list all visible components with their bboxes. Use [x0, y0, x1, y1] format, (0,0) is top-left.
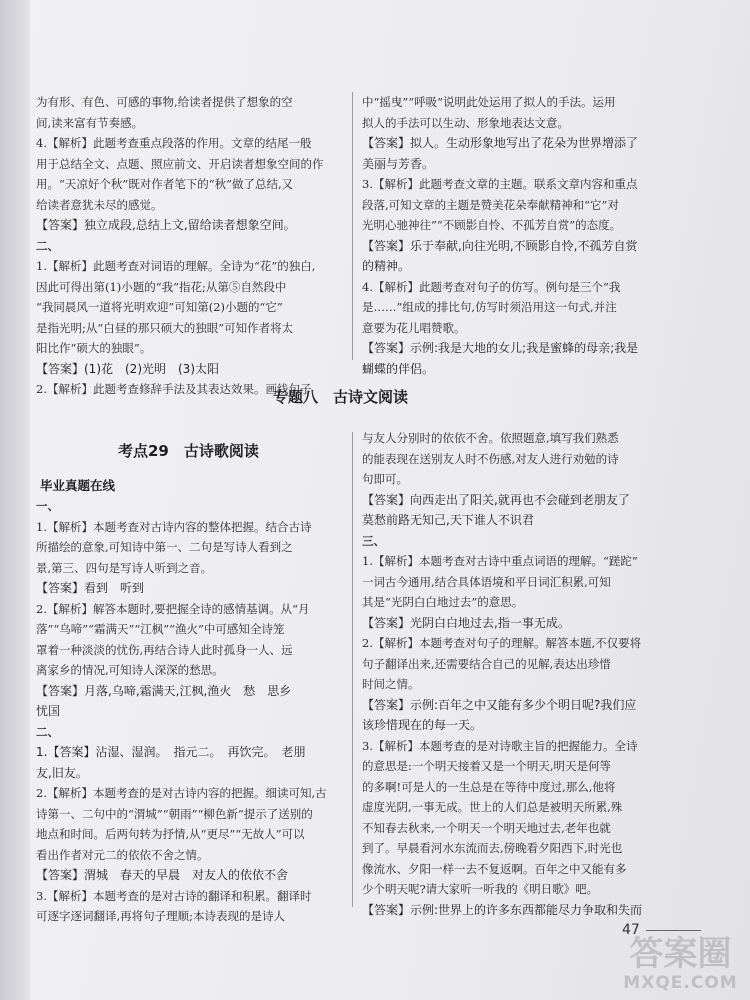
text-line: 时间之情。: [362, 677, 420, 691]
text-line: 句即可。: [362, 472, 408, 486]
text-line: 一词古今通用,结合具体语境和平日词汇积累,可知: [362, 574, 611, 589]
answer-line: 【答案】示例:世界上的许多东西都能尽力争取和失而: [362, 902, 643, 917]
text-line: 1.【解析】本题考查对古诗内容的整体把握。结合古诗: [36, 519, 312, 534]
text-line: 的意思是:一个明天接着又是一个明天,明天是何等: [362, 759, 612, 773]
text-line: 2.【解析】本题考查对句子的理解。解答本题,不仅要将: [362, 636, 642, 650]
text-line: 是……”组成的排比句,仿写时须沿用这一句式,并注: [362, 300, 617, 314]
text-line: 段落,可知文章的主题是赞美花朵奉献精神和“它”对: [362, 197, 619, 212]
text-line: 虚度光阴,一事无成。世上的人们总是被明天所累,殊: [362, 800, 623, 814]
answer-line: 1.【答案】沾湿、湿润。 指元二。 再饮完。 老朋: [36, 745, 306, 759]
text-line: 像流水、夕阳一样一去不复返啊。百年之中又能有多: [362, 861, 627, 876]
page-binding: [0, 0, 30, 1000]
sub-heading: 毕业真题在线: [40, 478, 116, 493]
text-line: 给读者意犹未尽的感觉。: [36, 197, 163, 212]
watermark-logo-text: 答案圈: [629, 934, 732, 974]
text-line: 1.【解析】本题考查对古诗中重点词语的理解。“蹉跎”: [362, 554, 638, 568]
text-line: 可逐字逐词翻译,再将句子理顺;本诗表现的是诗人: [36, 909, 286, 923]
text-line: 景,第三、四句是写诗人听到之音。: [36, 560, 213, 575]
part-marker: 二、: [36, 238, 59, 253]
text-line: 地点和时间。后两句转为抒情,从“更尽”“无故人”可以: [36, 827, 305, 841]
text-line: 看出作者对元二的依依不舍之情。: [36, 847, 209, 862]
text-line: 其是“光阴白白地过去”的意思。: [362, 595, 524, 609]
site-watermark: [618, 935, 743, 997]
text-line: 诗第一、二句中的“渭城”“朝雨”“柳色新”提示了送别的: [36, 806, 313, 821]
text-line: 用于总结全文、点题、照应前文、开启读者想象空间的作: [36, 156, 324, 171]
text-line: 拟人的手法可以生动、形象地表达文意。: [362, 115, 569, 130]
text-line: 的能表现在送别友人时不伤感,对友人进行劝勉的诗: [362, 451, 619, 466]
answer-line: 【答案】示例:我是大地的女儿;我是蜜蜂的母亲;我是: [362, 341, 639, 355]
page-number: 47: [622, 922, 640, 938]
top-right-column: [362, 92, 672, 379]
text-line: 罩着一种淡淡的忧伤,再结合诗人此时孤身一人、远: [36, 642, 293, 657]
answer-line: 的精神。: [362, 259, 411, 273]
answer-line: 该珍惜现在的每一天。: [362, 718, 483, 732]
answer-line: 莫愁前路无知己,天下谁人不识君: [362, 513, 534, 527]
bottom-right-column: [362, 428, 672, 920]
text-line: 光明心驰神往”“不顾影自怜、不孤芳自赏”的态度。: [362, 218, 622, 232]
answer-line: 【答案】拟人。生动形象地写出了花朵为世界增添了: [362, 136, 639, 150]
text-line: 不知春去秋来,一个明天一个明天地过去,老年也就: [362, 820, 611, 835]
text-line: 是指光明;从“白昼的那只硕大的独眼”可知作者将太: [36, 320, 294, 335]
watermark-url: MXQE.COM: [623, 973, 738, 993]
page-number-rule: [646, 930, 701, 931]
column-divider-bottom: [352, 432, 353, 907]
text-line: 2.【解析】此题考查修辞手法及其表达效果。画线句子: [36, 382, 312, 396]
answer-line: 【答案】乐于奉献,向往光明,不顾影自怜,不孤芳自赏: [362, 238, 638, 253]
text-line: 4.【解析】此题考查对句子的仿写。例句是三个“我: [362, 279, 621, 294]
text-line: 阳比作“硕大的独眼”。: [36, 341, 152, 355]
text-line: 所描绘的意象,可知诗中第一、二句是写诗人看到之: [36, 540, 293, 554]
text-line: 3.【解析】本题考查的是对古诗的翻译和积累。翻译时: [36, 888, 312, 903]
answer-line: 【答案】示例:百年之中又能有多少个明日呢?我们应: [362, 697, 637, 712]
text-line: 2.【解析】解答本题时,要把握全诗的感情基调。从“月: [36, 601, 310, 616]
text-line: 1.【解析】此题考查对词语的理解。全诗为“花”的独白,: [36, 259, 316, 273]
answer-line: 【答案】(1)花 (2)光明 (3)太阳: [36, 361, 219, 376]
text-line: 用。“天凉好个秋”既对作者笔下的“秋”做了总结,又: [36, 177, 294, 191]
answer-line: 【答案】向西走出了阳关,就再也不会碰到老朋友了: [362, 492, 630, 507]
answer-line: 友,旧友。: [36, 765, 88, 780]
section-title: 专题八 古诗文阅读: [273, 388, 409, 406]
text-line: 与友人分别时的依依不舍。依照题意,填写我们熟悉: [362, 431, 619, 445]
answer-line: 【答案】光阴白白地过去,指一事无成。: [362, 615, 570, 630]
text-line: 离家乡的情况,可知诗人深深的愁思。: [36, 663, 224, 677]
text-line: “我同晨风一道将光明欢迎”可知第(2)小题的“它”: [36, 300, 283, 314]
text-line: 少个明天呢?请大家听一听我的《明日歌》吧。: [362, 882, 599, 896]
text-line: 4.【解析】此题考查重点段落的作用。文章的结尾一般: [36, 136, 312, 150]
text-line: 句子翻译出来,还需要结合自己的见解,表达出珍惜: [362, 656, 611, 671]
answer-line: 【答案】月落,乌啼,霜满天,江枫,渔火 愁 思乡: [36, 683, 292, 698]
text-line: 3.【解析】本题考查的是对诗歌主旨的把握能力。全诗: [362, 738, 638, 753]
answer-line: 忧国: [36, 704, 61, 718]
part-marker: 三、: [362, 533, 385, 548]
text-line: 的多啊!可是人的一生总是在等待中度过,那么,他将: [362, 779, 616, 794]
bottom-left-column: [36, 496, 341, 927]
topic-title: 考点29 古诗歌阅读: [118, 442, 259, 460]
part-marker: 二、: [36, 724, 59, 739]
answer-line: 美丽与芳香。: [362, 156, 435, 171]
text-line: 2.【解析】本题考查的是对古诗内容的把握。细读可知,古: [36, 786, 327, 800]
answer-line: 【答案】独立成段,总结上文,留给读者想象空间。: [36, 218, 296, 232]
text-line: 中“摇曳”“呼吸”说明此处运用了拟人的手法。运用: [362, 95, 616, 109]
answer-line: 【答案】渭城 春天的早晨 对友人的依依不舍: [36, 868, 289, 882]
text-line: 意要为花儿唱赞歌。: [362, 320, 466, 335]
text-line: 因此可得出第(1)小题的“我”指花;从第⑤自然段中: [36, 279, 287, 294]
column-divider-top: [352, 92, 353, 360]
part-marker: 一、: [36, 499, 59, 513]
text-line: 到了。早晨看河水东流而去,傍晚看夕阳西下,时光也: [362, 841, 623, 855]
text-line: 为有形、有色、可感的事物,给读者提供了想象的空: [36, 95, 293, 109]
answer-line: 蝴蝶的伴侣。: [362, 361, 435, 376]
top-left-column: [36, 92, 341, 400]
text-line: 3.【解析】此题考查文章的主题。联系文章内容和重点: [362, 177, 638, 191]
text-line: 落”“乌啼”“霜满天”“江枫”“渔火”中可感知全诗笼: [36, 622, 285, 636]
text-line: 间,读来富有节奏感。: [36, 115, 144, 130]
answer-line: 【答案】看到 听到: [36, 581, 145, 595]
